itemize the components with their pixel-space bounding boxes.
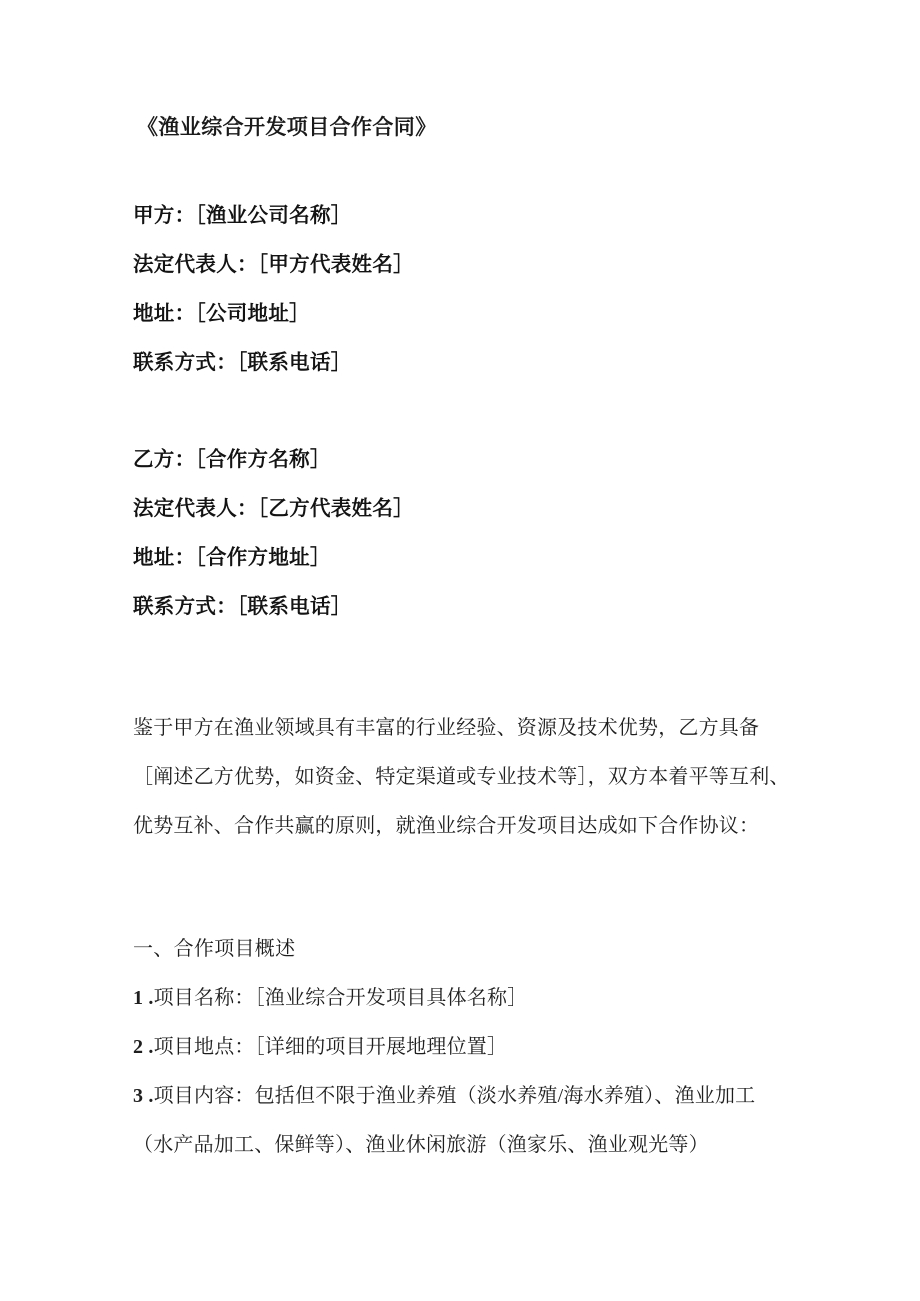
party-a-contact-line: 联系方式：［联系电话］: [133, 352, 352, 374]
party-b-block: [133, 436, 790, 632]
party-a-block: [133, 192, 790, 388]
preamble-paragraph: 鉴于甲方在渔业领域具有丰富的行业经验、资源及技术优势，乙方具备［阐述乙方优势，如资金、特定渠道或专业技术等］，双方本着平等互利、优势互补、合作共赢的原则，就渔业综合开发项目达成如下合作协议：: [133, 717, 790, 837]
section-one-item-1: [133, 974, 790, 1023]
item-3-number: 3 .: [133, 1085, 154, 1107]
party-b-address-line: 地址：［合作方地址］: [133, 547, 331, 569]
section-one-heading: 一、合作项目概述: [133, 938, 296, 960]
section-one-item-3: [133, 1072, 790, 1170]
spacer-before-section-one: [133, 871, 790, 925]
item-1-number: 1 .: [133, 987, 154, 1009]
document-title: 《渔业综合开发项目合作合同》: [137, 115, 437, 139]
party-a-legal-representative-line: 法定代表人：［甲方代表姓名］: [133, 254, 414, 276]
section-one-item-2: [133, 1023, 790, 1072]
party-b-name-line: 乙方：［合作方名称］: [133, 449, 331, 471]
spacer-between-parties: [133, 388, 790, 436]
party-b-legal-representative-line: 法定代表人：［乙方代表姓名］: [133, 498, 414, 520]
item-1-text: 项目名称：［渔业综合开发项目具体名称］: [153, 987, 528, 1009]
party-b-contact-line: 联系方式：［联系电话］: [133, 596, 352, 618]
item-2-number: 2 .: [133, 1036, 154, 1058]
party-a-name-line: 甲方：［渔业公司名称］: [133, 205, 352, 227]
spacer-before-preamble: [133, 632, 790, 684]
item-2-text: 项目地点：［详细的项目开展地理位置］: [153, 1036, 508, 1058]
spacer-after-title: [133, 144, 790, 192]
party-a-address-line: 地址：［公司地址］: [133, 303, 310, 325]
item-3-text: 项目内容：包括但不限于渔业养殖（淡水养殖/海水养殖）、渔业加工（水产品加工、保鲜等）、渔业休闲旅游（渔家乐、渔业观光等）: [133, 1085, 756, 1156]
